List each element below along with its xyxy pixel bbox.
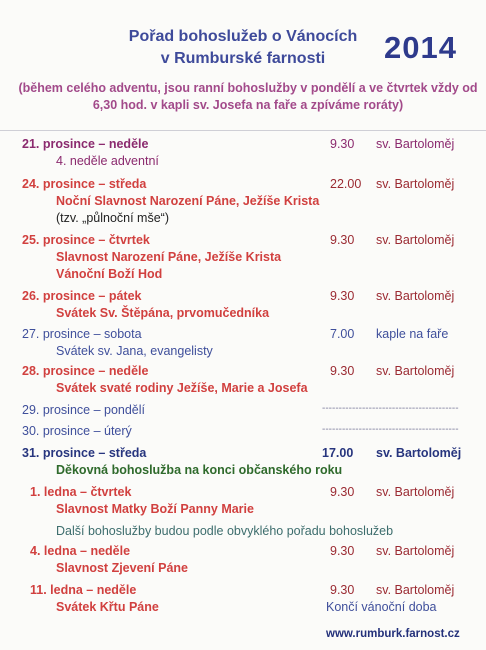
entry-sub: Slavnost Narození Páne, Ježíše Krista bbox=[56, 250, 282, 264]
entry-date: 30. prosince – úterý bbox=[22, 424, 132, 438]
entry-place: sv. Bartoloměj bbox=[376, 583, 455, 597]
entry-date: 28. prosince – neděle bbox=[22, 364, 149, 378]
page-title-line2: v Rumburské farnosti bbox=[160, 50, 326, 67]
entry-time: 9.30 bbox=[330, 544, 355, 558]
entry-place: sv. Bartoloměj bbox=[376, 177, 455, 191]
entry-sub: Svátek Křtu Páne bbox=[56, 600, 159, 614]
entry-date: 27. prosince – sobota bbox=[22, 327, 142, 341]
entry-date: 26. prosince – pátek bbox=[22, 289, 142, 303]
entry-place: sv. Bartoloměj bbox=[376, 485, 455, 499]
intro-line1: (během celého adventu, jsou ranní bohoslužby v pondělí a ve čtvrtek vždy od bbox=[18, 81, 478, 95]
entry-time: 9.30 bbox=[330, 583, 355, 597]
entry-place: sv. Bartoloměj bbox=[376, 446, 462, 460]
entry-sub: Slavnost Zjevení Páne bbox=[56, 561, 188, 575]
entry-time: 22.00 bbox=[330, 177, 362, 191]
entry-date: 21. prosince – neděle bbox=[22, 137, 149, 151]
entry-time: 9.30 bbox=[330, 485, 355, 499]
entry-sub: Vánoční Boží Hod bbox=[56, 267, 163, 281]
entry-place: sv. Bartoloměj bbox=[376, 364, 455, 378]
entry-date: 29. prosince – pondělí bbox=[22, 403, 146, 417]
entry-time: 17.00 bbox=[322, 446, 354, 460]
entry-sub: Slavnost Matky Boží Panny Marie bbox=[56, 502, 254, 516]
entry-date: 25. prosince – čtvrtek bbox=[22, 233, 150, 247]
entry-note: Končí vánoční doba bbox=[326, 600, 437, 614]
entry-place: kaple na faře bbox=[376, 327, 449, 341]
entry-date: 24. prosince – středa bbox=[22, 177, 147, 191]
entry-sub: Svátek svaté rodiny Ježíše, Marie a Josefa bbox=[56, 381, 308, 395]
intro-line2: 6,30 hod. v kapli sv. Josefa na faře a zpíváme roráty) bbox=[92, 98, 404, 112]
entry-sub: Děkovná bohoslužba na konci občanského roku bbox=[56, 463, 343, 477]
entry-time: 7.00 bbox=[330, 327, 355, 341]
entry-time: 9.30 bbox=[330, 233, 355, 247]
intro-note bbox=[18, 80, 478, 114]
entry-sub: Noční Slavnost Narození Páne, Ježíše Krista bbox=[56, 194, 320, 208]
divider bbox=[0, 130, 486, 131]
entry-time: 9.30 bbox=[330, 137, 355, 151]
year-label: 2014 bbox=[384, 30, 457, 65]
entry-place: sv. Bartoloměj bbox=[376, 233, 455, 247]
entry-time: 9.30 bbox=[330, 364, 355, 378]
entry-date: 31. prosince – středa bbox=[22, 446, 147, 460]
entry-place: sv. Bartoloměj bbox=[376, 137, 455, 151]
entry-date: 1. ledna – čtvrtek bbox=[30, 485, 132, 499]
entry-sub: 4. neděle adventní bbox=[56, 154, 159, 168]
entry-sub: Svátek sv. Jana, evangelisty bbox=[56, 344, 213, 358]
entry-dashes: ----------------------------------------- bbox=[322, 424, 459, 435]
entry-place: sv. Bartoloměj bbox=[376, 544, 455, 558]
page-title-line1: Pořad bohoslužeb o Vánocích bbox=[128, 28, 358, 45]
entry-place: sv. Bartoloměj bbox=[376, 289, 455, 303]
entry-date: 11. ledna – neděle bbox=[30, 583, 137, 597]
website-link[interactable]: www.rumburk.farnost.cz bbox=[326, 628, 460, 640]
entry-date: 4. ledna – neděle bbox=[30, 544, 131, 558]
entry-dashes: ----------------------------------------- bbox=[322, 403, 459, 414]
entry-time: 9.30 bbox=[330, 289, 355, 303]
entry-note: Další bohoslužby budou podle obvyklého pořadu bohoslužeb bbox=[56, 524, 394, 538]
entry-sub: (tzv. „půlnoční mše“) bbox=[56, 211, 169, 225]
entry-sub: Svátek Sv. Štěpána, prvomučedníka bbox=[56, 306, 270, 320]
